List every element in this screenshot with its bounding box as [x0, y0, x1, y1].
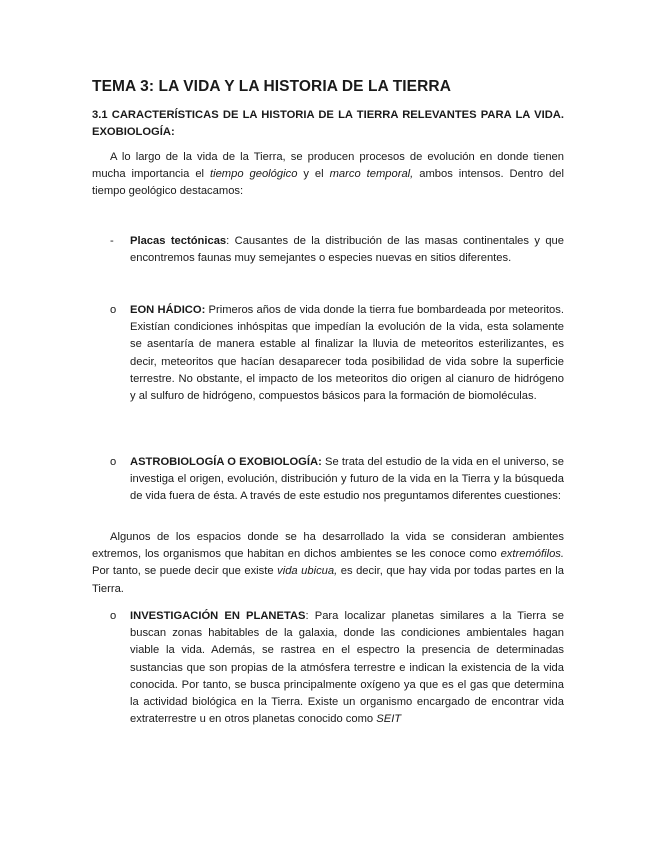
list-item-body	[130, 233, 564, 267]
term: INVESTIGACIÓN EN PLANETAS	[130, 610, 306, 622]
term: ASTROBIOLOGÍA O EXOBIOLOGÍA:	[130, 456, 322, 468]
section-heading: 3.1 CARACTERÍSTICAS DE LA HISTORIA DE LA TIERRA RELEVANTES PARA LA VIDA. EXOBIOLOGÍA:	[92, 109, 564, 138]
definition: : Para localizar planetas similares a la Tierra se buscan zonas habitables de la galaxia, donde las condiciones ambientales hagan viable la vida. Además, se rastrea en el espectro la presencia de determinadas sustancias que son propias de la atmósfera terrestre e indican la existencia de la vida conocida. Por tanto, se busca principalmente oxígeno ya que es el gas que determina la actividad biológica en la Tierra. Existe un organismo encargado de encontrar vida extraterrestre u en otros planetas conocido como	[130, 610, 565, 726]
list-item-astrobiologia	[92, 454, 564, 506]
espacios-paragraph	[92, 529, 564, 598]
list-item-placas	[92, 233, 564, 267]
intro-emphasis-2: marco temporal,	[329, 168, 414, 181]
term: EON HÁDICO:	[130, 304, 206, 316]
intro-text-2: y el	[297, 168, 330, 181]
list-item-investigacion	[92, 608, 564, 728]
circle-bullet: o	[110, 456, 117, 468]
definition: Se trata del estudio de la vida en el universo, se investiga el origen, evolución, distribución y futuro de la vida en la Tierra y la búsqueda de vida fuera de ésta. A través de este estudio nos preguntamos diferentes cuestiones:	[130, 456, 564, 503]
espacios-emphasis-2: vida ubicua,	[277, 565, 338, 578]
list-item-eon-hadico	[92, 302, 564, 405]
espacios-text-1: Algunos de los espacios donde se ha desarrollado la vida se consideran ambientes extremos, los organismos que habitan en dichos ambientes se les conoce como	[92, 531, 564, 561]
list-item-body	[130, 454, 564, 506]
espacios-text-3: es decir, que hay vida por todas partes en la Tierra.	[92, 565, 564, 595]
term: Placas tectónicas	[130, 235, 227, 247]
list-item-body	[130, 302, 564, 405]
dash-bullet: -	[110, 235, 114, 247]
espacios-text-2: Por tanto, se puede decir que existe	[92, 565, 278, 578]
intro-emphasis-1: tiempo geológico	[209, 168, 298, 181]
circle-bullet: o	[110, 304, 117, 316]
definition: Primeros años de vida donde la tierra fue bombardeada por meteoritos. Existían condiciones inhóspitas que impedían la evolución de la vida, esta solamente se asentaría de manera estable al finalizar la lluvia de meteoritos esterilizantes, es decir, meteoritos que hacían desaparecer toda posibilidad de vida sobre la superficie terrestre. No obstante, el impacto de los meteoritos dio origen al cianuro de hidrógeno y al sulfuro de hidrógeno, compuestos básicos para la formación de biomoléculas.	[130, 304, 564, 403]
espacios-emphasis-1: extremófilos.	[500, 548, 564, 561]
page-title: TEMA 3: LA VIDA Y LA HISTORIA DE LA TIERRA	[92, 78, 451, 95]
intro-text-3: ambos intensos. Dentro del tiempo geológico destacamos:	[92, 168, 564, 198]
definition: : Causantes de la distribución de las masas continentales y que encontremos faunas muy semejantes o especies nuevas en sitios diferentes.	[130, 235, 564, 265]
list-item-body	[130, 608, 564, 728]
circle-bullet: o	[110, 610, 117, 622]
intro-paragraph	[92, 149, 564, 201]
intro-text-1: A lo largo de la vida de la Tierra, se producen procesos de evolución en donde tienen mucha importancia el	[92, 151, 564, 181]
definition-emphasis: SEIT	[376, 713, 402, 726]
